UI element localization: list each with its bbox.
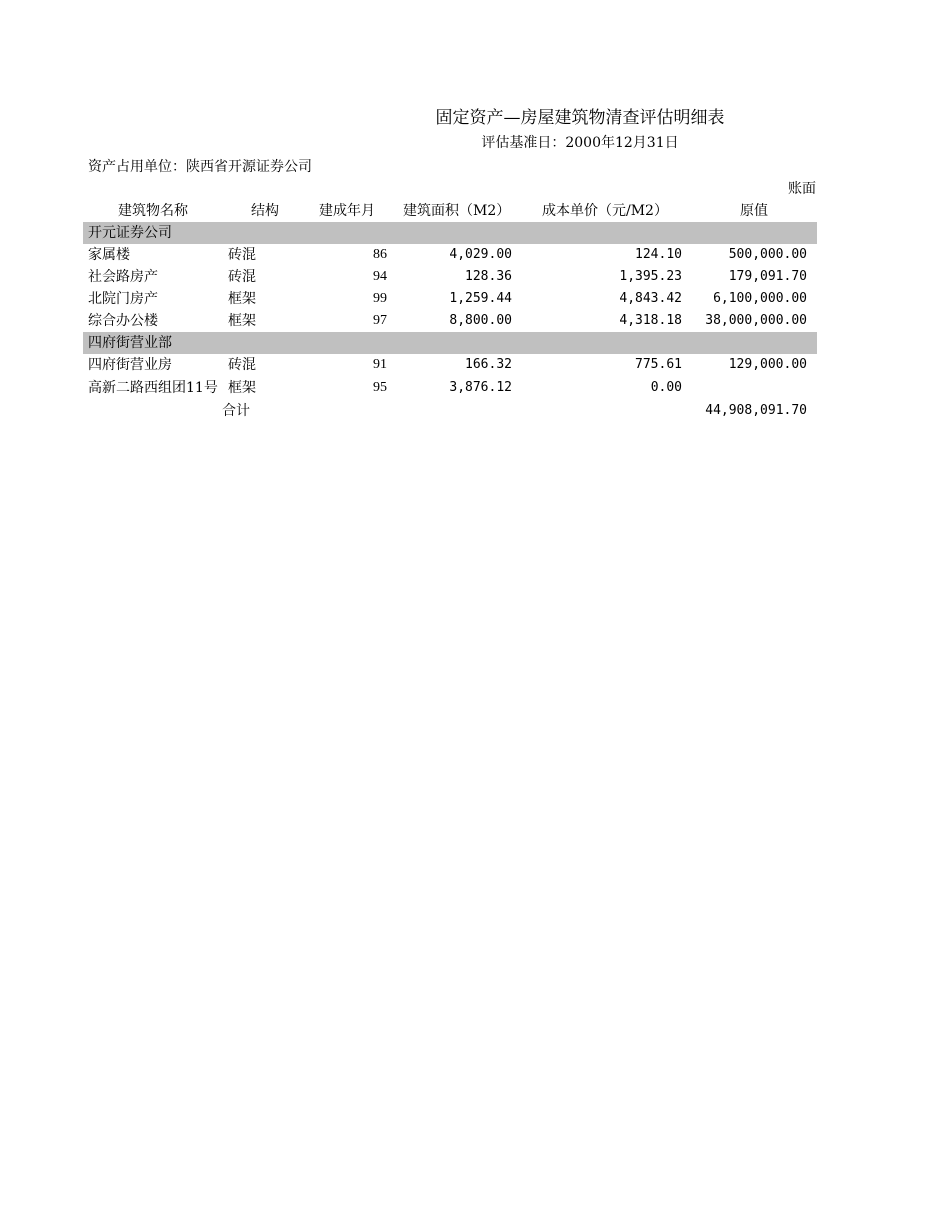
cell-original-value: 500,000.00 <box>728 247 807 262</box>
cell-year: 99 <box>373 291 387 306</box>
cell-structure: 砖混 <box>228 269 256 285</box>
cell-original-value: 179,091.70 <box>728 269 807 284</box>
group-name: 开元证券公司 <box>88 225 172 241</box>
cell-year: 86 <box>373 247 387 262</box>
cell-unit-cost: 1,395.23 <box>619 269 682 284</box>
cell-structure: 框架 <box>228 291 256 307</box>
cell-structure: 框架 <box>228 380 256 396</box>
cell-name: 社会路房产 <box>88 269 158 285</box>
cell-original-value: 38,000,000.00 <box>705 313 807 328</box>
header-structure: 结构 <box>251 203 279 219</box>
cell-structure: 砖混 <box>228 357 256 373</box>
account-header-label: 账面 <box>788 181 816 197</box>
cell-area: 4,029.00 <box>449 247 512 262</box>
cell-name: 高新二路西组团11号 <box>88 380 218 396</box>
valuation-date: 评估基准日：2000年12月31日 <box>481 135 679 151</box>
total-original-value: 44,908,091.70 <box>705 403 807 418</box>
cell-original-value: 129,000.00 <box>728 357 807 372</box>
cell-unit-cost: 4,843.42 <box>619 291 682 306</box>
total-label: 合计 <box>222 403 250 419</box>
cell-name: 家属楼 <box>88 247 130 263</box>
cell-name: 综合办公楼 <box>88 313 158 329</box>
cell-year: 91 <box>373 357 387 372</box>
group-name: 四府街营业部 <box>88 335 172 351</box>
group-band <box>83 332 817 354</box>
cell-structure: 框架 <box>228 313 256 329</box>
cell-unit-cost: 124.10 <box>635 247 682 262</box>
header-original-value: 原值 <box>740 203 768 219</box>
cell-area: 1,259.44 <box>449 291 512 306</box>
table-row <box>0 354 950 376</box>
cell-area: 128.36 <box>465 269 512 284</box>
cell-year: 97 <box>373 313 387 328</box>
cell-year: 95 <box>373 380 387 395</box>
header-unit-cost: 成本单价（元/M2） <box>542 203 668 219</box>
cell-name: 北院门房产 <box>88 291 158 307</box>
cell-structure: 砖混 <box>228 247 256 263</box>
group-band <box>83 222 817 244</box>
table-row <box>0 266 950 288</box>
cell-area: 166.32 <box>465 357 512 372</box>
cell-unit-cost: 4,318.18 <box>619 313 682 328</box>
cell-unit-cost: 0.00 <box>650 380 682 395</box>
header-area: 建筑面积（M2） <box>403 203 511 219</box>
header-building-name: 建筑物名称 <box>118 203 188 219</box>
table-row <box>0 288 950 310</box>
table-row <box>0 310 950 332</box>
cell-year: 94 <box>373 269 387 284</box>
cell-unit-cost: 775.61 <box>635 357 682 372</box>
table-row <box>0 244 950 266</box>
total-row <box>0 400 950 422</box>
header-build-year: 建成年月 <box>319 203 375 219</box>
page-title: 固定资产—房屋建筑物清查评估明细表 <box>435 108 725 128</box>
asset-unit-label: 资产占用单位：陕西省开源证券公司 <box>88 159 312 175</box>
cell-original-value: 6,100,000.00 <box>713 291 807 306</box>
cell-name: 四府街营业房 <box>88 357 172 373</box>
table-row <box>0 377 950 399</box>
cell-area: 8,800.00 <box>449 313 512 328</box>
cell-area: 3,876.12 <box>449 380 512 395</box>
